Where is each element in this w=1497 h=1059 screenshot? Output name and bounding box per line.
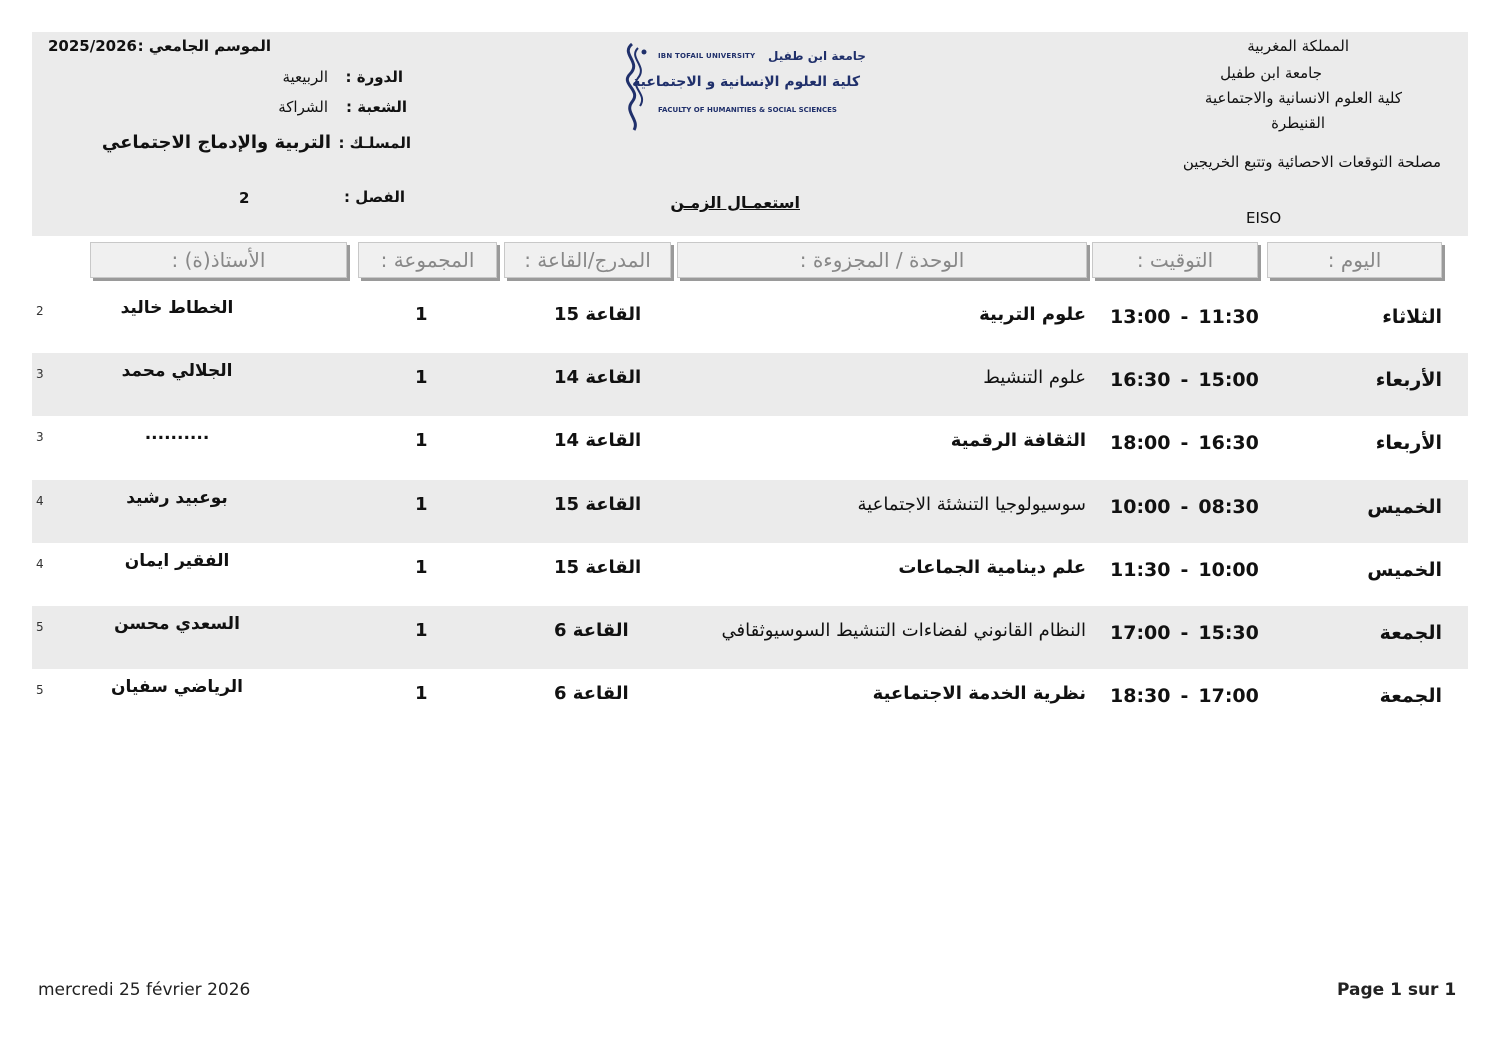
group-cell: 1	[415, 367, 428, 388]
time-cell: 18:00 - 16:30	[1110, 432, 1259, 454]
logo-en-top: IBN TOFAIL UNIVERSITY	[658, 52, 756, 60]
season-label: الموسم الجامعي :	[137, 37, 271, 55]
time-cell: 16:30 - 15:00	[1110, 369, 1259, 391]
table-row	[32, 353, 1468, 416]
faculty-label: كلية العلوم الانسانية والاجتماعية	[1204, 89, 1402, 107]
city-label: القنيطرة	[1271, 114, 1325, 132]
column-header-unit[interactable]: الوحدة / المجزوءة :	[677, 242, 1087, 278]
table-row	[32, 669, 1468, 732]
room-cell: القاعة 6	[554, 620, 629, 641]
unit-cell: علوم التربية	[979, 304, 1086, 325]
time-cell: 11:30 - 10:00	[1110, 559, 1259, 581]
group-cell: 1	[415, 557, 428, 578]
column-header-group[interactable]: المجموعة :	[358, 242, 497, 278]
room-cell: القاعة 14	[554, 367, 642, 388]
table-row	[32, 480, 1468, 543]
branch-label: الشعبة :	[346, 98, 407, 116]
room-cell: القاعة 15	[554, 304, 642, 325]
day-cell: الخميس	[1367, 559, 1442, 581]
column-header-professor[interactable]: الأستاذ(ة) :	[90, 242, 347, 278]
professor-cell: ..........	[144, 424, 210, 444]
edge-mark: 5	[36, 683, 44, 697]
professor-cell: الفقير ايمان	[124, 551, 230, 571]
table-row	[32, 606, 1468, 669]
unit-cell: علم دينامية الجماعات	[898, 557, 1086, 578]
service-label: مصلحة التوقعات الاحصائية وتتبع الخريجين	[1182, 153, 1441, 171]
room-cell: القاعة 6	[554, 683, 629, 704]
edge-mark: 4	[36, 557, 44, 571]
logo-en-bottom: FACULTY OF HUMANITIES & SOCIAL SCIENCES	[658, 106, 837, 114]
unit-cell: الثقافة الرقمية	[950, 430, 1086, 451]
unit-cell: سوسيولوجيا التنشئة الاجتماعية	[857, 494, 1086, 515]
group-cell: 1	[415, 683, 428, 704]
footer-date: mercredi 25 février 2026	[38, 980, 251, 1000]
group-cell: 1	[415, 494, 428, 515]
table-row	[32, 290, 1468, 353]
logo-ar-main: كلية العلوم الإنسانية و الاجتماعية	[632, 74, 860, 90]
time-cell: 13:00 - 11:30	[1110, 306, 1259, 328]
day-cell: الخميس	[1367, 496, 1442, 518]
day-cell: الأربعاء	[1375, 369, 1442, 391]
professor-cell: بوعبيد رشيد	[126, 488, 228, 508]
day-cell: الثلاثاء	[1382, 306, 1442, 328]
time-cell: 18:30 - 17:00	[1110, 685, 1259, 707]
room-cell: القاعة 15	[554, 494, 642, 515]
column-header-room[interactable]: المدرج/القاعة :	[504, 242, 671, 278]
branch-value: الشراكة	[278, 98, 328, 116]
edge-mark: 5	[36, 620, 44, 634]
code-label: EISO	[1246, 209, 1282, 227]
university-label: جامعة ابن طفيل	[1220, 64, 1322, 82]
university-logo	[612, 40, 864, 132]
professor-cell: الجلالي محمد	[121, 361, 233, 381]
time-cell: 17:00 - 15:30	[1110, 622, 1259, 644]
footer-page-number: Page 1 sur 1	[1337, 980, 1457, 1000]
session-label: الدورة :	[345, 68, 403, 86]
room-cell: القاعة 14	[554, 430, 642, 451]
edge-mark: 2	[36, 304, 44, 318]
group-cell: 1	[415, 304, 428, 325]
unit-cell: نظرية الخدمة الاجتماعية	[872, 683, 1086, 704]
semester-label: الفصل :	[344, 188, 405, 206]
unit-cell: علوم التنشيط	[983, 367, 1086, 388]
day-cell: الأربعاء	[1375, 432, 1442, 454]
room-cell: القاعة 15	[554, 557, 642, 578]
semester-value: 2	[239, 189, 250, 207]
professor-cell: الخطاط خاليد	[120, 298, 234, 318]
column-header-time[interactable]: التوقيت :	[1092, 242, 1258, 278]
session-value: الربيعية	[282, 68, 328, 86]
day-cell: الجمعة	[1379, 622, 1442, 644]
page-title: استعمـال الزمـن	[670, 193, 800, 212]
track-value: التربية والإدماج الاجتماعي	[101, 132, 331, 153]
column-header-day[interactable]: اليوم :	[1267, 242, 1442, 278]
table-row	[32, 416, 1468, 479]
group-cell: 1	[415, 430, 428, 451]
day-cell: الجمعة	[1379, 685, 1442, 707]
professor-cell: الرياضي سفيان	[111, 677, 243, 697]
group-cell: 1	[415, 620, 428, 641]
edge-mark: 4	[36, 494, 44, 508]
logo-ar-top: جامعة ابن طفيل	[768, 49, 866, 63]
season-value: 2025/2026	[48, 37, 137, 55]
professor-cell: السعدي محسن	[114, 614, 240, 634]
edge-mark: 3	[36, 430, 44, 444]
table-row	[32, 543, 1468, 606]
time-cell: 10:00 - 08:30	[1110, 496, 1259, 518]
track-label: المسلـك :	[338, 134, 411, 152]
edge-mark: 3	[36, 367, 44, 381]
kingdom-label: المملكة المغربية	[1247, 37, 1349, 55]
unit-cell: النظام القانوني لفضاءات التنشيط السوسيوثقافي	[721, 620, 1086, 641]
